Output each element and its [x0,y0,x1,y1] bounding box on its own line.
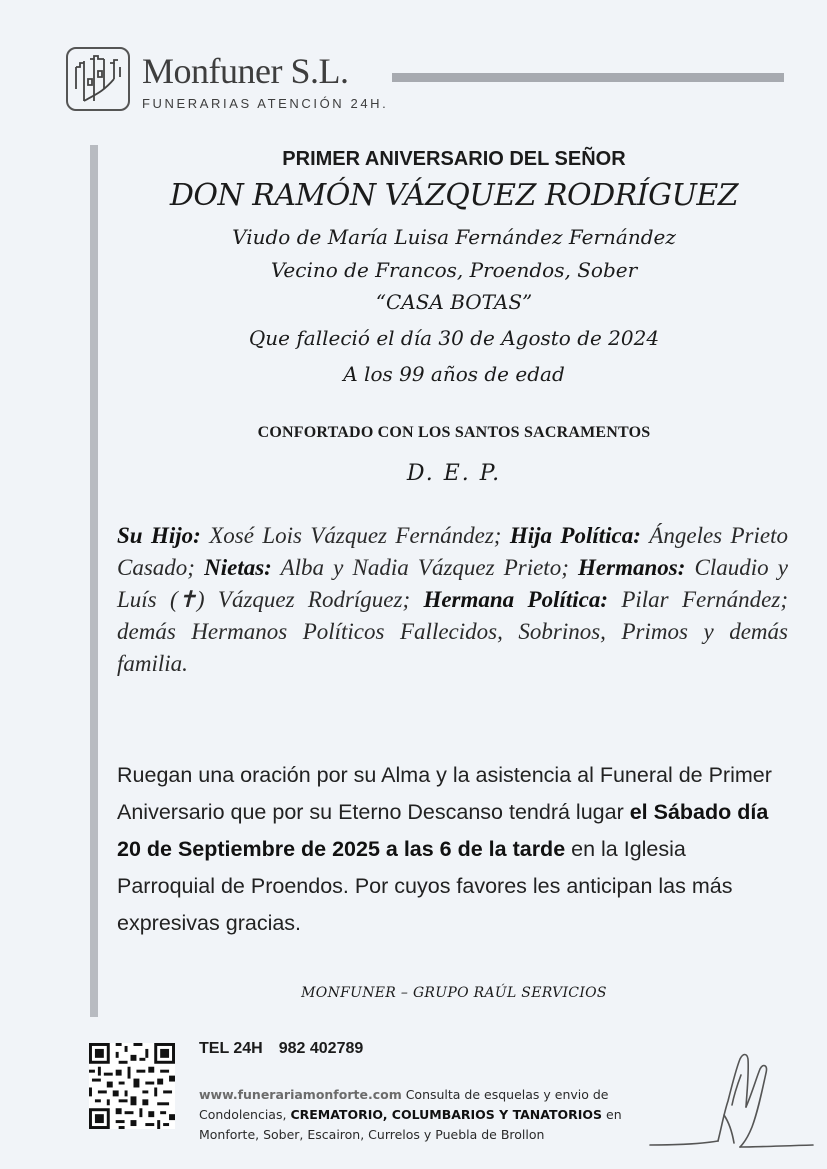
praying-hands-icon [648,1045,818,1155]
tel-number[interactable]: 982 402789 [278,1040,364,1057]
son-name: Xosé Lois Vázquez Fernández; [200,523,510,548]
group-signature: MONFUNER – GRUPO RAÚL SERVICIOS [301,985,607,1001]
residence-line: Vecino de Francos, Proendos, Sober [270,258,638,282]
sacraments-line: CONFORTADO CON LOS SANTOS SACRAMENTOS [257,424,651,441]
anniversary-title: PRIMER ANIVERSARIO DEL SEÑOR [282,148,626,170]
side-bar-divider [90,145,98,1017]
deceased-name: DON RAMÓN VÁZQUEZ RODRÍGUEZ [169,178,739,213]
daughter-in-law-name: Ángeles Prieto Casado; [117,523,789,580]
sister-in-law-label: Hermana Política: [423,587,609,612]
request-intro: Ruegan una oración por su Alma y la asistencia al Funeral de Primer Aniversario que por su Eterno Descanso tendrá lugar [117,763,772,824]
footer-services: CREMATORIO, COLUMBARIOS Y TANATORIOS [290,1107,603,1122]
granddaughters-names: Alba y Nadia Vázquez Prieto; [271,555,579,580]
website-link[interactable]: www.funerariamonforte.com [199,1087,402,1102]
sister-in-law-and-others: Pilar Fernández; demás Hermanos Políticos Fallecidos, Sobrinos, Primos y demás familia. [117,587,789,676]
granddaughters-label: Nietas: [204,555,272,580]
footer-text-2: en Monforte, Sober, Escairon, Currelos y Puebla de Brollon [199,1107,622,1142]
request-location: en la Iglesia Parroquial de Proendos. Por cuyos favores les anticipan las más expresivas gracias. [117,837,733,935]
brand-name: Monfuner S.L. [142,51,349,91]
dep-line: D. E. P. [406,461,502,486]
footer-text-1: Consulta de esquelas y envio de Condolencias, [199,1087,609,1122]
house-name-line: “CASA BOTAS” [375,290,533,314]
brothers-names: Claudio y Luís (✝) Vázquez Rodríguez; [117,555,788,612]
footer-services-text [199,1085,661,1145]
tower-logo-icon [66,47,130,111]
daughter-in-law-label: Hija Política: [509,523,641,548]
brand-tagline: FUNERARIAS ATENCIÓN 24H. [142,96,389,111]
qr-code-icon [89,1043,175,1129]
phone-line [199,1040,363,1058]
death-date-line: Que falleció el día 30 de Agosto de 2024 [248,326,660,350]
son-label: Su Hijo: [117,523,201,548]
family-paragraph [117,520,788,680]
age-line: A los 99 años de edad [343,362,565,386]
header-rule [392,73,784,82]
funeral-request-paragraph [117,757,789,942]
widower-line: Viudo de María Luisa Fernández Fernández [232,225,676,249]
request-date-time: el Sábado día 20 de Septiembre de 2025 a las 6 de la tarde [117,800,769,861]
brothers-label: Hermanos: [578,555,686,580]
tel-label: TEL 24H [199,1040,263,1057]
